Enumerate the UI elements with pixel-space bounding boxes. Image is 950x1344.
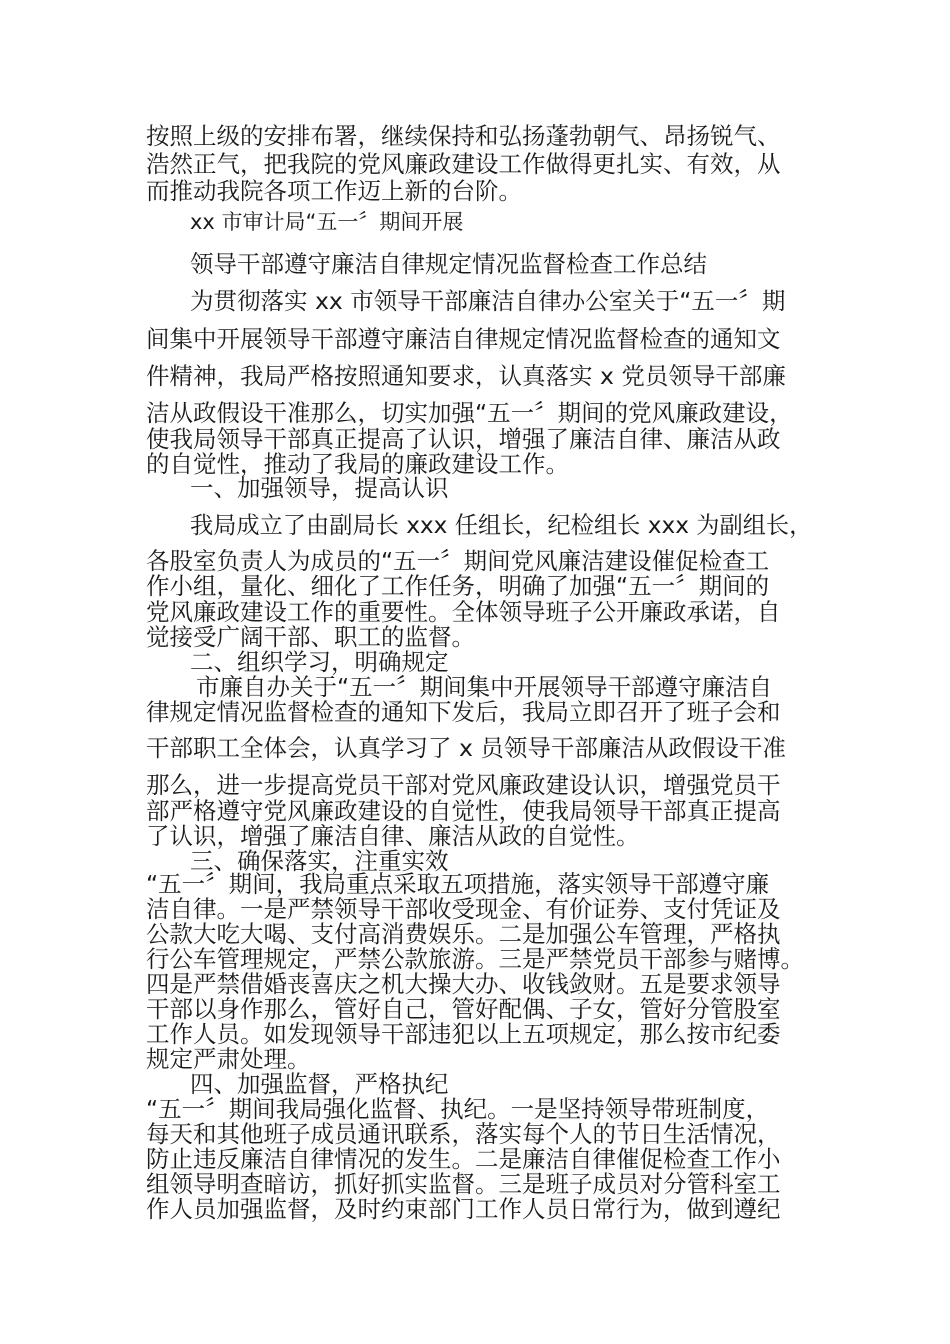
text-line: 部严格遵守党风廉政建设的自觉性，使我局领导干部真正提高 [146,797,781,825]
section-heading: 一、加强领导，提高认识 [190,474,449,502]
text-line: 律规定情况监督检查的通知下发后，我局立即召开了班子会和 [146,698,781,726]
text-line: 使我局领导干部真正提高了认识，增强了廉洁自律、廉洁从政 [146,425,781,453]
text-line: 而推动我院各项工作迈上新的台阶。 [146,177,522,205]
heading-line: 领导干部遵守廉洁自律规定情况监督检查工作总结 [190,250,707,278]
text-line: 了认识，增强了廉洁自律、廉洁从政的自觉性。 [146,822,640,850]
section-heading: 三、确保落实，注重实效 [190,847,449,875]
text-line: 按照上级的安排布署，继续保持和弘扬蓬勃朝气、昂扬锐气、 [146,122,781,150]
text-line: 为贯彻落实 xx 市领导干部廉洁自律办公室关于“五一〞期 [190,287,786,315]
text-line: 公款大吃大喝、支付高消费娱乐。二是加强公车管理，严格执 [146,920,781,948]
text-line: 的自觉性，推动了我局的廉政建设工作。 [146,450,569,478]
text-line: 干部职工全体会，认真学习了 x 员领导干部廉洁从政假设干准 [146,734,786,762]
text-line: 作人员加强监督，及时约束部门工作人员日常行为，做到遵纪 [146,1195,781,1223]
text-line: “五一〞期间我局强化监督、执纪。一是坚持领导带班制度， [146,1095,770,1123]
text-line: 行公车管理规定，严禁公款旅游。三是严禁党员干部参与赌博。 [146,945,804,973]
text-line: 作小组，量化、细化了工作任务，明确了加强“五一〞期间的 [146,572,770,600]
text-line: 市廉自办关于“五一〞期间集中开展领导干部遵守廉洁自 [196,673,773,701]
text-line: 工作人员。如发现领导干部违犯以上五项规定，那么按市纪委 [146,1020,781,1048]
text-line: 那么，进一步提高党员干部对党风廉政建设认识，增强党员干 [146,771,781,799]
text-line: 觉接受广阔干部、职工的监督。 [146,623,475,651]
text-line: 间集中开展领导干部遵守廉洁自律规定情况监督检查的通知文 [146,325,781,353]
section-heading: 四、加强监督，严格执纪 [190,1070,449,1098]
text-line: “五一〞期间，我局重点采取五项措施，落实领导干部遵守廉 [146,870,770,898]
text-line: 浩然正气，把我院的党风廉政建设工作做得更扎实、有效，从 [146,150,781,178]
heading-line: xx 市审计局“五一〞期间开展 [190,210,464,234]
text-line: 各股室负责人为成员的“五一〞期间党风廉洁建设催促检查工 [146,547,770,575]
section-heading: 二、组织学习，明确规定 [190,648,449,676]
text-line: 规定严肃处理。 [146,1045,311,1073]
text-line: 我局成立了由副局长 xxx 任组长，纪检组长 xxx 为副组长， [190,511,813,539]
text-line: 党风廉政建设工作的重要性。全体领导班子公开廉政承诺，自 [146,598,781,626]
text-line: 洁从政假设干准那么，切实加强“五一〞期间的党风廉政建设， [146,399,793,427]
text-line: 每天和其他班子成员通讯联系，落实每个人的节日生活情况， [146,1120,781,1148]
text-line: 件精神，我局严格按照通知要求，认真落实 x 党员领导干部廉 [146,362,786,390]
text-line: 组领导明查暗访，抓好抓实监督。三是班子成员对分管科室工 [146,1170,781,1198]
text-line: 洁自律。一是严禁领导干部收受现金、有价证券、支付凭证及 [146,895,781,923]
text-line: 四是严禁借婚丧喜庆之机大操大办、收钱敛财。五是要求领导 [146,970,781,998]
text-line: 防止违反廉洁自律情况的发生。二是廉洁自律催促检查工作小 [146,1145,781,1173]
text-line: 干部以身作那么，管好自己，管好配偶、子女，管好分管股室 [146,995,781,1023]
